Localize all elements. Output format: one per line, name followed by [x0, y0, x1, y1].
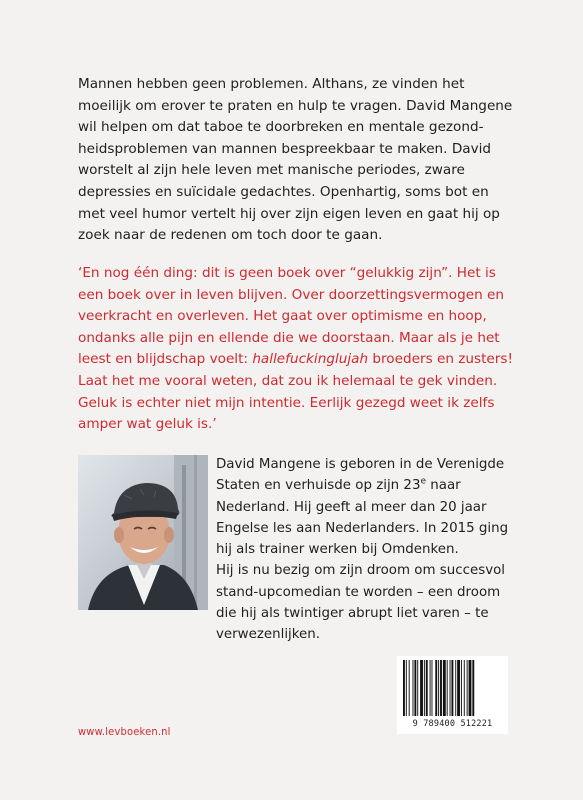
barcode-bar: [430, 660, 431, 716]
barcode-bar: [409, 660, 410, 716]
barcode-bar: [438, 660, 439, 716]
barcode-bar: [451, 660, 453, 716]
quote-text-part2: broeders en zusters! Laat het me vooral weten, dat zou ik helemaal te gek vinden. Geluk is echter niet mijn intentie. Eerlijk gezegd weet ik zelfs amper wat geluk is.’: [78, 351, 513, 433]
publisher-website-link[interactable]: www.levboeken.nl: [78, 725, 171, 738]
barcode-bar: [443, 660, 446, 716]
barcode-bar: [426, 660, 428, 716]
isbn-number: 9 789400 512221: [412, 719, 493, 729]
barcode-bar: [461, 660, 462, 716]
quote-emphasis: hallefuckinglujah: [252, 351, 369, 368]
barcode-bar: [406, 660, 407, 716]
barcode-bar: [447, 660, 448, 716]
barcode-bar: [440, 660, 442, 716]
barcode-bar: [457, 660, 460, 716]
watermark-graphic: [463, 0, 583, 800]
barcode-bar: [435, 660, 437, 716]
barcode-bar: [417, 660, 418, 716]
bio-text-part3: Hij is nu bezig om zijn droom om succesvol stand-upcomedian te worden – een droom die hij als twintiger abrupt liet varen – te verwezenlijken.: [216, 563, 506, 643]
barcode-bar: [403, 660, 405, 716]
barcode-bar: [414, 660, 416, 716]
barcode-bar: [413, 660, 414, 716]
quote-text-part1: ‘En nog één ding: dit is geen boek over “gelukkig zijn”. Het is een boek over in leven blijven. Over doorzettingsvermogen en veerkracht en overleven. Het gaat over optimisme en hoop, ondanks alle pijn en ellende die we doorstaan. Maar als je het leest en blijdschap voelt:: [78, 265, 504, 368]
author-photo: [78, 455, 208, 610]
barcode-bar: [455, 660, 456, 716]
bio-text-part1: David Mangene is geboren in de Verenigde Staten en verhuisde op zijn 23: [216, 457, 505, 494]
barcode-bar: [420, 660, 423, 716]
barcode-bar: [424, 660, 425, 716]
barcode-bar: [432, 660, 433, 716]
intro-paragraph: Mannen hebben geen problemen. Althans, ze vinden het moeilijk om erover te praten en hulp te vragen. David Mangene wil helpen om dat taboe te doorbreken en mentale gezondheidsproblemen van mannen bespreekbaar te maken. David worstelt al zijn hele leven met manische periodes, zware depressies en suïcidale gedachtes. Openhartig, soms bot en met veel humor vertelt hij over zijn eigen leven en gaat hij op zoek naar de redenen om toch door te gaan.: [78, 76, 513, 244]
barcode-bar: [450, 660, 451, 716]
bio-superscript: e: [420, 476, 427, 487]
bio-text-part2: naar Nederland. Hij geeft al meer dan 20 jaar Engelse les aan Nederlanders. In 2015 ging hij als trainer werken bij Omdenken.: [216, 478, 509, 558]
author-portrait-illustration: [78, 455, 208, 610]
author-quote: [78, 263, 523, 436]
